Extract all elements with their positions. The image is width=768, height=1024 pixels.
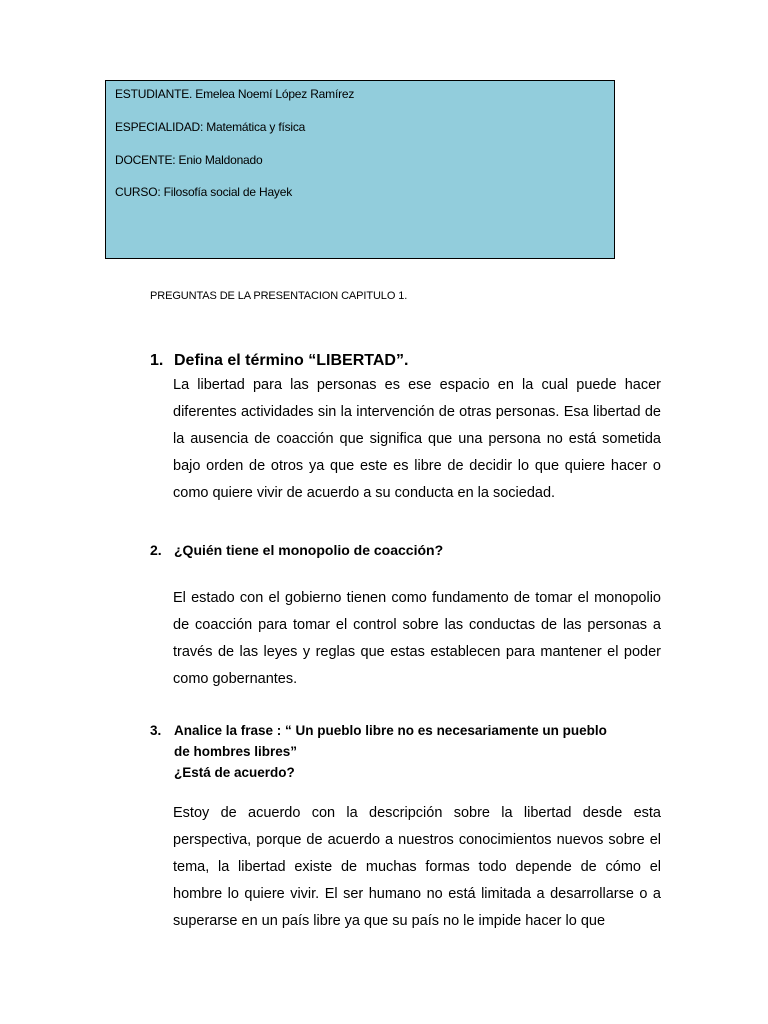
question-3-title-line2: de hombres libres” — [174, 744, 298, 759]
student-info-box — [105, 80, 615, 259]
question-2-number: 2. — [150, 542, 162, 558]
question-2-answer: El estado con el gobierno tienen como fundamento de tomar el monopolio de coacción para tomar el control sobre las conductas de las personas a través de las leyes y reglas que estas establecen para mantener el poder como gobernantes. — [173, 590, 661, 687]
teacher: DOCENTE: Enio Maldonado — [115, 153, 263, 167]
question-1-answer: La libertad para las personas es ese espacio en la cual puede hacer diferentes actividades sin la intervención de otras personas. Esa libertad de la ausencia de coacción que significa que una persona no está sometida bajo orden de otros ya que este es libre de decidir lo que quiere hacer o como quiere vivir de acuerdo a su conducta en la sociedad. — [173, 377, 661, 501]
question-2-title: ¿Quién tiene el monopolio de coacción? — [174, 542, 444, 558]
student-name: ESTUDIANTE. Emelea Noemí López Ramírez — [115, 87, 355, 101]
course: CURSO: Filosofía social de Hayek — [115, 185, 292, 199]
question-3-title-line3: ¿Está de acuerdo? — [174, 765, 295, 780]
specialty: ESPECIALIDAD: Matemática y física — [115, 120, 306, 134]
question-3-title-line1: Analice la frase : “ Un pueblo libre no es necesariamente un pueblo — [174, 723, 607, 738]
question-3-answer: Estoy de acuerdo con la descripción sobre la libertad desde esta perspectiva, porque de acuerdo a nuestros conocimientos nuevos sobre el tema, la libertad existe de muchas formas todo depende de cómo el hombre lo quiere vivir. El ser humano no está limitada a desarrollarse o a superarse en un país libre ya que su país no le impide hacer lo que — [173, 805, 661, 929]
section-heading: PREGUNTAS DE LA PRESENTACION CAPITULO 1. — [150, 290, 408, 302]
question-3-number: 3. — [150, 723, 162, 738]
question-1-title: Defina el término “LIBERTAD”. — [174, 352, 409, 369]
question-1-number: 1. — [150, 352, 164, 369]
